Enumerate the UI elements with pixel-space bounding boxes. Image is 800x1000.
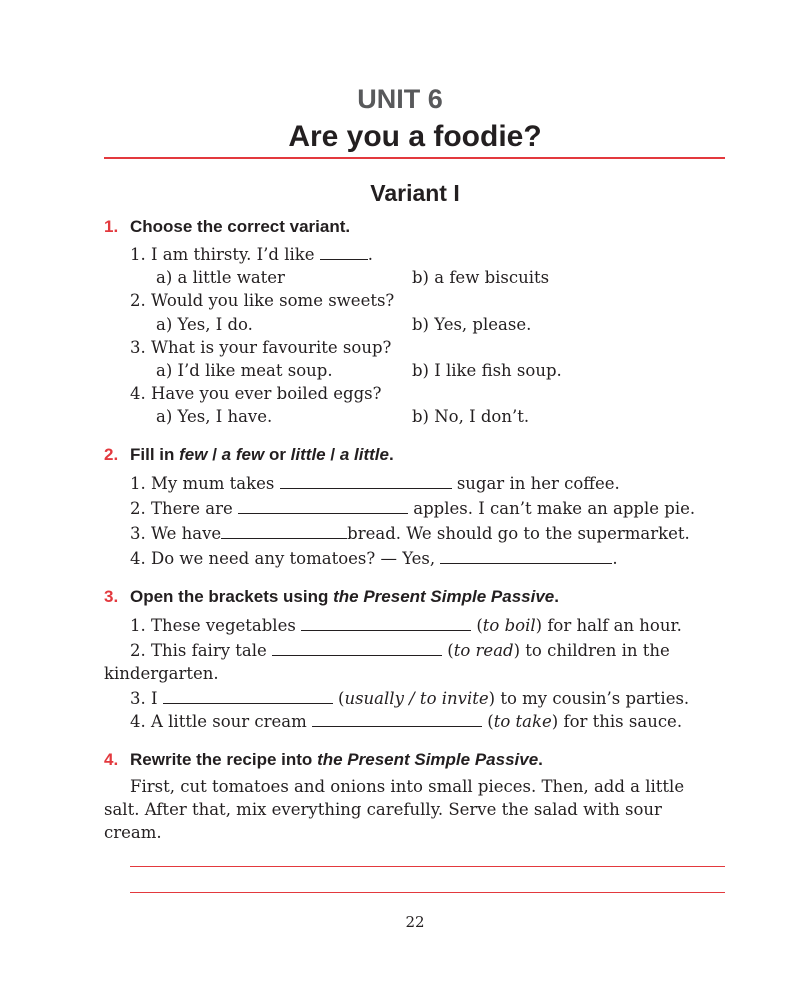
recipe-text-line: cream. (104, 823, 162, 842)
task-3-line: 3. I (usually / to invite) to my cousin’s parties. (130, 689, 690, 708)
answer-blank[interactable] (440, 549, 612, 564)
answer-blank[interactable] (163, 689, 333, 704)
task-3-line: 4. A little sour cream (to take) for this sauce. (130, 712, 683, 731)
task-1-question: 2. Would you like some sweets? (130, 291, 395, 310)
task-1-option-a[interactable]: a) I’d like meat soup. (156, 361, 333, 380)
unit-label: UNIT 6 (357, 84, 443, 114)
task-1-question: 1. I am thirsty. I’d like . (130, 245, 374, 264)
verb-hint: to read (453, 641, 514, 660)
task-2-line: 4. Do we need any tomatoes? — Yes, . (130, 549, 618, 568)
answer-blank[interactable] (280, 474, 452, 489)
task-3-heading: 3. Open the brackets using the Present Simple Passive. (104, 587, 559, 606)
task-1-option-b[interactable]: b) a few biscuits (412, 268, 550, 287)
task-2-line: 1. My mum takes sugar in her coffee. (130, 474, 620, 493)
task-1-question: 3. What is your favourite soup? (130, 338, 392, 357)
task-1-option-a[interactable]: a) Yes, I do. (156, 315, 253, 334)
answer-blank[interactable] (238, 499, 408, 514)
task-number: 1. (104, 217, 119, 236)
task-1-question: 4. Have you ever boiled eggs? (130, 384, 382, 403)
answer-blank[interactable] (272, 641, 442, 656)
verb-hint: usually / to invite (344, 689, 489, 708)
recipe-text-line: salt. After that, mix everything carefully. Serve the salad with sour (104, 800, 662, 819)
verb-hint: to take (493, 712, 552, 731)
task-2-heading: 2. Fill in few / a few or little / a little. (104, 445, 394, 464)
writing-line[interactable] (130, 892, 725, 893)
task-1-option-a[interactable]: a) Yes, I have. (156, 407, 273, 426)
task-1-option-a[interactable]: a) a little water (156, 268, 285, 287)
task-2-line: 2. There are apples. I can’t make an apple pie. (130, 499, 696, 518)
task-instruction: Choose the correct variant. (130, 217, 351, 236)
task-1-option-b[interactable]: b) I like fish soup. (412, 361, 562, 380)
task-number: 2. (104, 445, 119, 464)
verb-hint: to boil (482, 616, 536, 635)
task-1-option-b[interactable]: b) Yes, please. (412, 315, 532, 334)
task-number: 4. (104, 750, 119, 769)
title-divider (104, 157, 725, 159)
page-number: 22 (405, 913, 425, 931)
task-number: 3. (104, 587, 119, 606)
task-1-heading (104, 217, 350, 237)
unit-title: Are you a foodie? (288, 120, 542, 153)
answer-blank[interactable] (312, 712, 482, 727)
variant-heading: Variant I (370, 180, 460, 206)
answer-blank[interactable] (221, 524, 347, 539)
answer-blank[interactable] (301, 616, 471, 631)
task-3-line-continuation: kindergarten. (104, 664, 219, 683)
recipe-text-line: First, cut tomatoes and onions into small pieces. Then, add a little (130, 777, 685, 796)
task-3-line: 1. These vegetables (to boil) for half an hour. (130, 616, 682, 635)
task-2-line: 3. We have bread. We should go to the supermarket. (130, 524, 690, 543)
answer-blank[interactable] (320, 245, 368, 260)
writing-line[interactable] (130, 866, 725, 867)
task-3-line: 2. This fairy tale (to read) to children in the (130, 641, 670, 660)
task-4-heading: 4. Rewrite the recipe into the Present Simple Passive. (104, 750, 543, 769)
task-1-option-b[interactable]: b) No, I don’t. (412, 407, 530, 426)
